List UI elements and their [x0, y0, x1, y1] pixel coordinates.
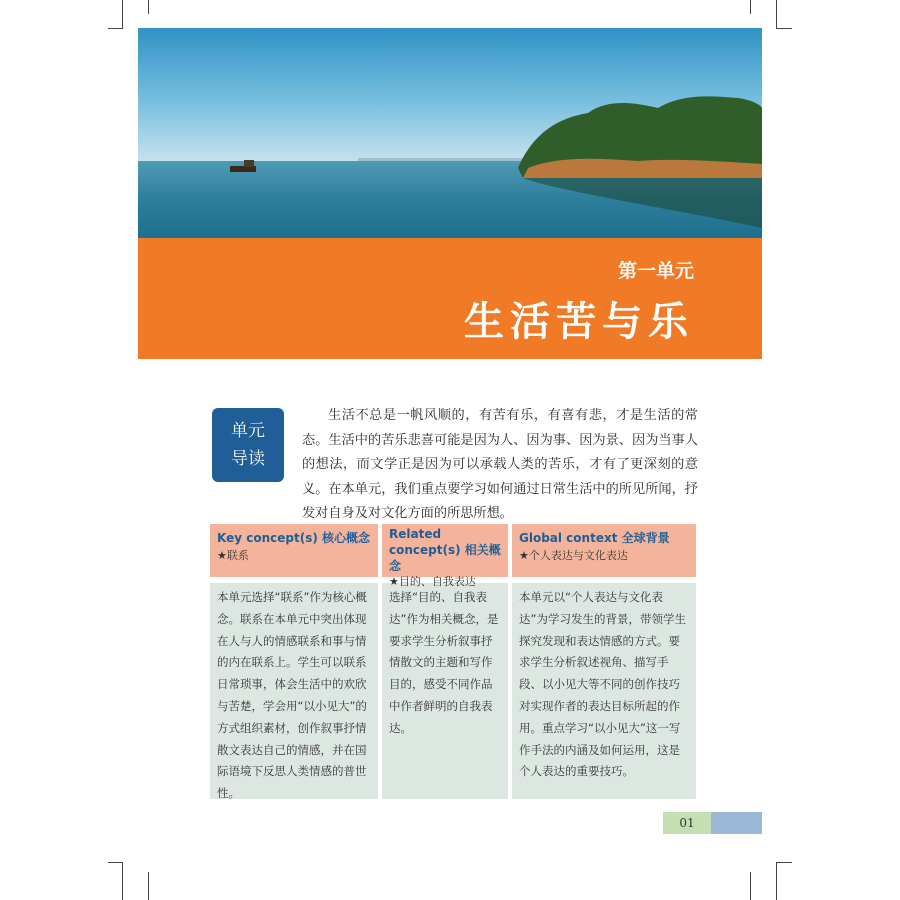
related-concept-body: 选择“目的、自我表达”作为相关概念，是要求学生分析叙事抒情散文的主题和写作目的，感受不同作品中作者鲜明的自我表达。 — [382, 583, 508, 799]
related-concept-header — [382, 524, 508, 588]
related-concept-column — [382, 524, 508, 799]
badge-line-1: 单元 — [231, 421, 265, 441]
unit-number: 第一单元 — [617, 260, 694, 282]
unit-intro-badge — [212, 408, 284, 482]
key-concept-column — [210, 524, 378, 799]
key-concept-header — [210, 524, 378, 577]
hero-lake-photo — [138, 28, 762, 238]
key-concept-subtitle: ★联系 — [217, 549, 249, 562]
unit-title: 生活苦与乐 — [464, 298, 694, 345]
related-concept-title: Related concept(s) 相关概念 — [389, 527, 501, 573]
global-context-title: Global context 全球背景 — [519, 531, 670, 545]
badge-line-2: 导读 — [231, 449, 265, 469]
global-context-body: 本单元以“个人表达与文化表达”为学习发生的背景，带领学生探究发现和表达情感的方式。要求学生分析叙述视角、描写手段、以小见大等不同的创作技巧对实现作者的表达目标所起的作用。重点学习“以小见大”这一写作手法的内涵及如何运用，这是个人表达的重要技巧。 — [512, 583, 696, 799]
global-context-header — [512, 524, 696, 577]
page-accent-bar — [711, 812, 762, 834]
global-context-column — [512, 524, 696, 799]
page-number: 01 — [679, 816, 695, 830]
intro-paragraph: 生活不总是一帆风顺的，有苦有乐，有喜有悲，才是生活的常态。生活中的苦乐悲喜可能是因为人、因为事、因为景、因为当事人的想法，而文学正是因为可以承载人类的苦乐，才有了更深刻的意义。在本单元，我们重点要学习如何通过日常生活中的所见所闻，抒发对自身及对文化方面的所思所想。 — [302, 408, 698, 521]
key-concept-body: 本单元选择“联系”作为核心概念。联系在本单元中突出体现在人与人的情感联系和事与情的内在联系上。学生可以联系日常琐事，体会生活中的欢欣与苦楚，学会用“以小见大”的方式组织素材，创作叙事抒情散文表达自己的情感，并在国际语境下反思人类情感的普世性。 — [210, 583, 378, 799]
concepts-table — [210, 524, 696, 799]
unit-banner — [138, 238, 762, 359]
related-concept-subtitle: ★目的、自我表达 — [389, 575, 476, 588]
global-context-subtitle: ★个人表达与文化表达 — [519, 549, 628, 562]
key-concept-title: Key concept(s) 核心概念 — [217, 531, 370, 545]
